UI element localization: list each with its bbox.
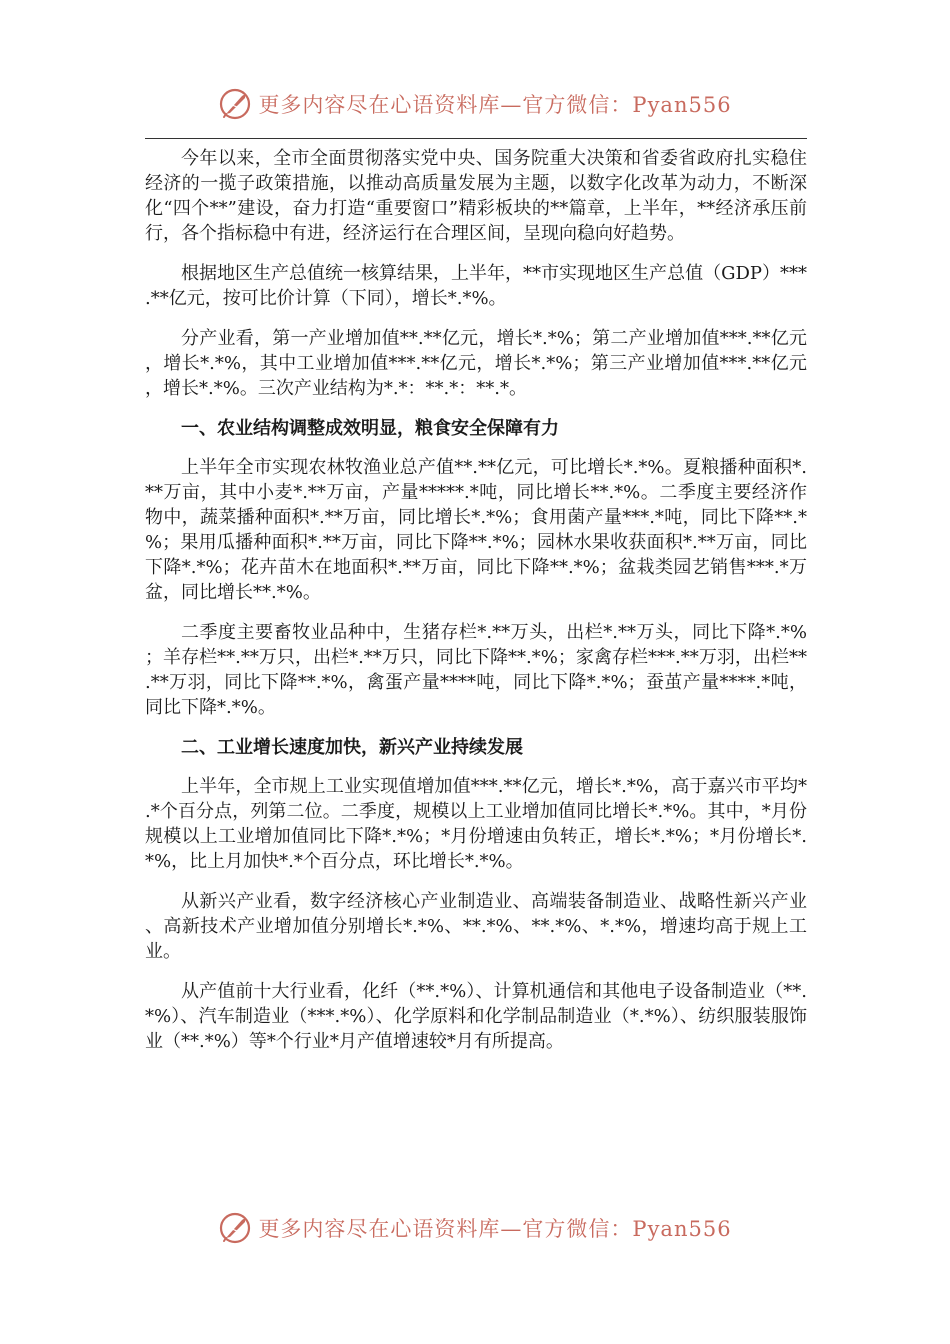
section-heading-industry: 二、工业增长速度加快，新兴产业持续发展 xyxy=(181,737,523,758)
paragraph-industry-structure: 分产业看，第一产业增加值**.**亿元，增长*.*%；第二产业增加值***.**亿元，增长*.*%，其中工业增加值***.**亿元，增长*.*%；第三产业增加值***.**亿元，增长*.*%。三次产业结构为*.*：**.*：**.*。 xyxy=(145,328,807,399)
paragraph-emerging-industries: 从新兴产业看，数字经济核心产业制造业、高端装备制造业、战略性新兴产业、高新技术产业增加值分别增长*.*%、**.*%、**.*%、*.*%，增速均高于规上工业。 xyxy=(145,891,807,962)
section-heading-agriculture: 一、农业结构调整成效明显，粮食安全保障有力 xyxy=(181,418,559,439)
quill-pen-logo-icon xyxy=(218,87,252,121)
quill-pen-logo-icon xyxy=(218,1211,252,1245)
paragraph-industry-growth: 上半年，全市规上工业实现值增加值***.**亿元，增长*.*%，高于嘉兴市平均*.*个百分点，列第二位。二季度，规模以上工业增加值同比增长*.*%。其中，*月份规模以上工业增加值同比下降*.*%；*月份增速由负转正，增长*.*%；*月份增长*.*%，比上月加快*.*个百分点，环比增长*.*%。 xyxy=(145,776,807,872)
paragraph-livestock: 二季度主要畜牧业品种中，生猪存栏*.**万头，出栏*.**万头，同比下降*.*%；羊存栏**.**万只，出栏*.**万只，同比下降**.*%；家禽存栏***.**万羽，出栏**.**万羽，同比下降**.*%，禽蛋产量****吨，同比下降*.*%；蚕茧产量****.*吨，同比下降*.*%。 xyxy=(145,622,807,718)
header-divider xyxy=(145,138,807,139)
document-body xyxy=(145,146,807,1069)
header-banner xyxy=(0,84,950,124)
banner-text: 更多内容尽在心语资料库—官方微信：Pyan556 xyxy=(258,1217,732,1241)
paragraph-top-industries: 从产值前十大行业看，化纤（**.*%）、计算机通信和其他电子设备制造业（**.*%）、汽车制造业（***.*%）、化学原料和化学制品制造业（*.*%）、纺织服装服饰业（**.*%）等*个行业*月产值增速较*月有所提高。 xyxy=(145,981,807,1052)
paragraph-intro: 今年以来，全市全面贯彻落实党中央、国务院重大决策和省委省政府扎实稳住经济的一揽子政策措施，以推动高质量发展为主题，以数字化改革为动力，不断深化“四个**”建设，奋力打造“重要窗口”精彩板块的**篇章，上半年，**经济承压前行，各个指标稳中有进，经济运行在合理区间，呈现向稳向好趋势。 xyxy=(145,148,807,244)
banner-text: 更多内容尽在心语资料库—官方微信：Pyan556 xyxy=(258,93,732,117)
footer-banner xyxy=(0,1208,950,1248)
paragraph-gdp: 根据地区生产总值统一核算结果，上半年，**市实现地区生产总值（GDP）***.**亿元，按可比价计算（下同），增长*.*%。 xyxy=(145,263,807,309)
paragraph-agriculture: 上半年全市实现农林牧渔业总产值**.**亿元，可比增长*.*%。夏粮播种面积*.**万亩，其中小麦*.**万亩，产量*****.*吨，同比增长**.*%。二季度主要经济作物中，蔬菜播种面积*.**万亩，同比增长*.*%；食用菌产量***.*吨，同比下降**.*%；果用瓜播种面积*.**万亩，同比下降**.*%；园林水果收获面积*.**万亩，同比下降*.*%；花卉苗木在地面积*.**万亩，同比下降**.*%；盆栽类园艺销售***.*万盆，同比增长**.*%。 xyxy=(145,457,807,603)
